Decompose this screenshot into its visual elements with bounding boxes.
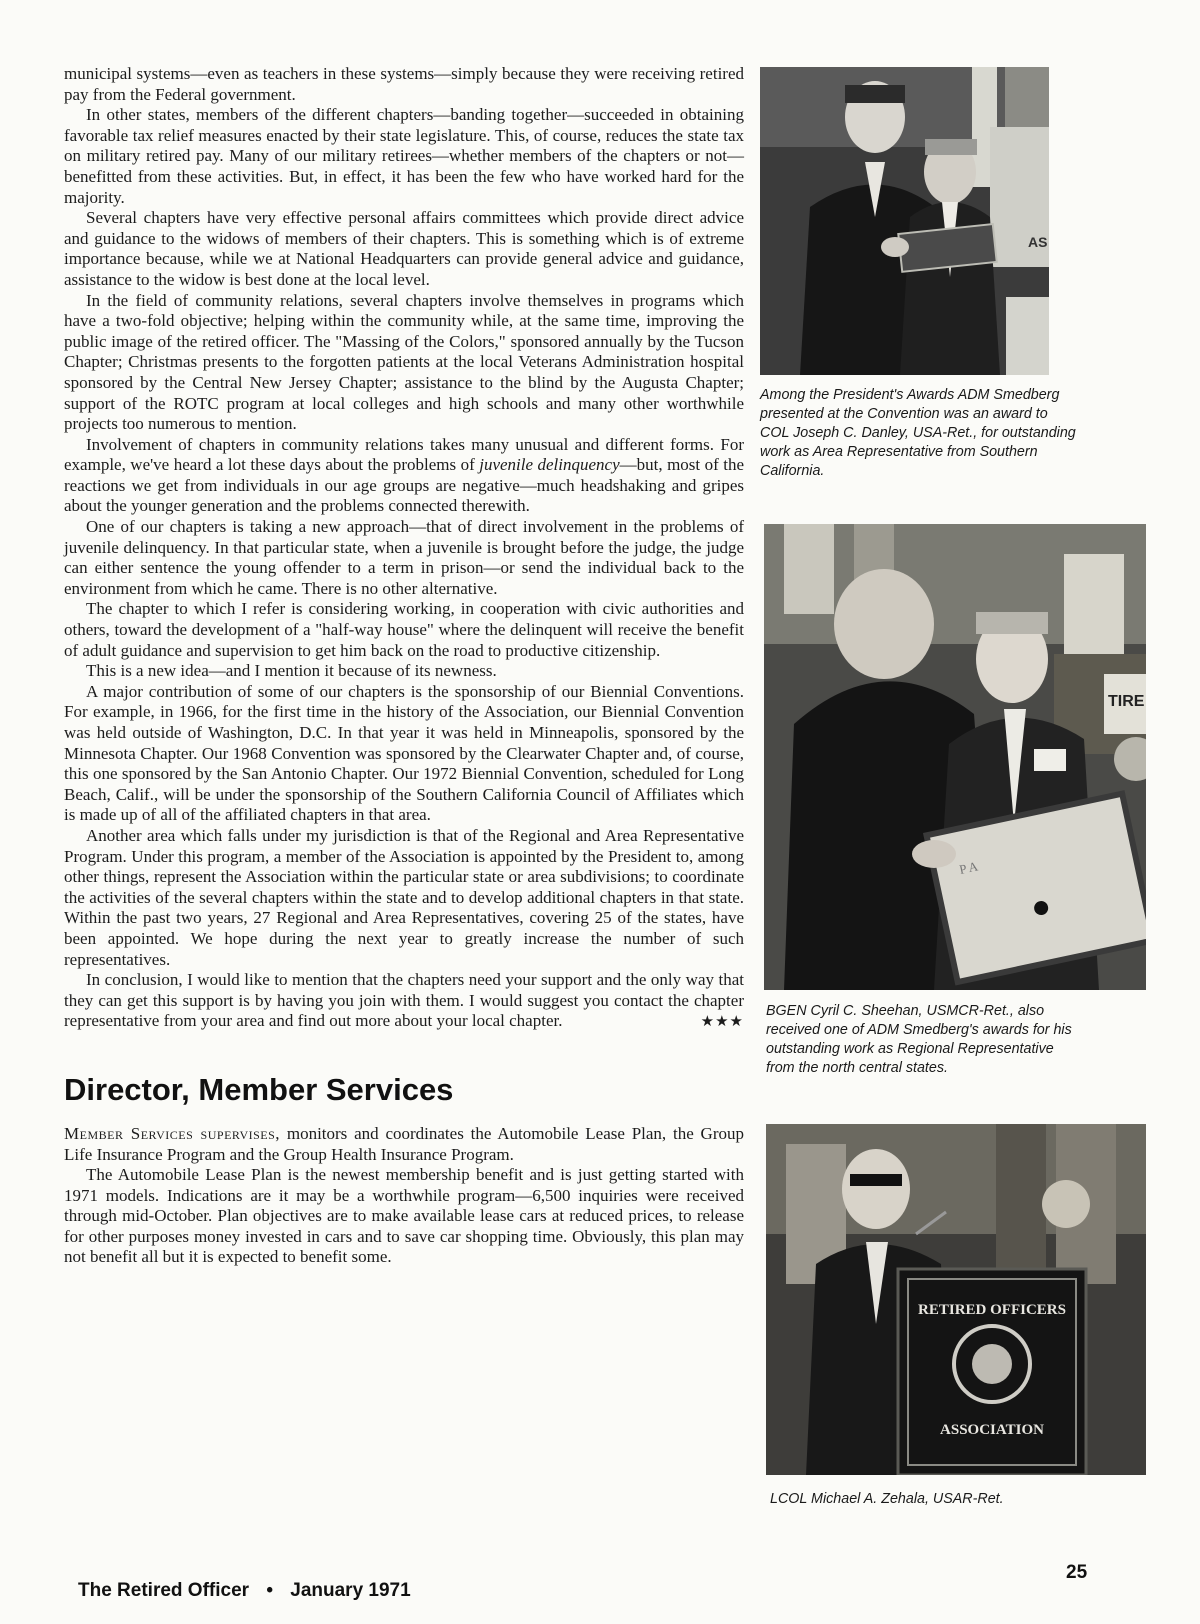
article-paragraph: municipal systems—even as teachers in these systems—simply because they were receiving retired pay from the Federal government.	[64, 64, 744, 104]
article-paragraph	[64, 970, 744, 1032]
emphasis-text: juvenile delinquency	[479, 455, 620, 475]
issue-date: January 1971	[290, 1580, 411, 1601]
photo2-sign-text: TIRE	[1108, 693, 1145, 710]
article-paragraph: The chapter to which I refer is considering working, in cooperation with civic authorities and others, toward the development of a "half-way house" where the delinquent will receive the benefit of adult guidance and supervision to get him back on the road to productive citizenship.	[64, 599, 744, 660]
publication-title: The Retired Officer	[78, 1580, 250, 1601]
article-text: Involvement of chapters in community relations takes many unusual and different forms. For example, we've heard a lot these days about the problems of	[64, 434, 744, 475]
photo-zehala-podium-image	[766, 1124, 1146, 1475]
page-number: 25	[1066, 1562, 1088, 1583]
article-paragraph: Another area which falls under my jurisdiction is that of the Regional and Area Representative Program. Under this program, a member of the Association is appointed by the President to, among other things, represent the Association within the particular state or area subdivisions; to coordinate the activities of the several chapters within the state and to develop additional chapters in that state. Within the past two years, 27 Regional and Area Representatives, covering 25 of the states, have been appointed. We hope during the next year to greatly increase the number of such representatives.	[64, 825, 744, 969]
section-heading: Director, Member Services	[64, 1071, 454, 1107]
page-footer	[78, 1580, 411, 1602]
member-services-body	[64, 1124, 744, 1268]
article-paragraph: A major contribution of some of our chapters is the sponsorship of our Biennial Conventions. For example, in 1966, for the first time in the history of the Association, our Biennial Convention was held outside of Washington, D.C. In that year it was held in Minneapolis, sponsored by the Minnesota Chapter. Our 1968 Convention was sponsored by the Clearwater Chapter and, of course, this one sponsored by the San Antonio Chapter. Our 1972 Biennial Convention, scheduled for Long Beach, Calif., will be under the sponsorship of the Southern California Council of Affiliates which is made up of all of the affiliated chapters in that area.	[64, 681, 744, 825]
article-text: monitors and coordinates the Automobile Lease Plan, the Group Life Insurance Program and the Group Health Insurance Program.	[64, 1123, 744, 1164]
article-paragraph: This is a new idea—and I mention it because of its newness.	[86, 661, 497, 681]
article-body	[64, 64, 744, 1032]
article-paragraph	[64, 1124, 744, 1165]
footer-separator: •	[266, 1580, 273, 1601]
main-column	[64, 64, 744, 1268]
podium-seal-text: RETIRED OFFICERS	[918, 1302, 1066, 1318]
photo1-sign-text: AS	[1028, 234, 1048, 250]
podium-association-text: ASSOCIATION	[940, 1422, 1044, 1438]
photo-zehala-podium	[766, 1124, 1146, 1475]
photo-award-sheehan-image	[764, 524, 1146, 990]
article-paragraph: In other states, members of the different chapters—banding together—succeeded in obtaining favorable tax relief measures enacted by their state legislature. This, of course, reduces the state tax on military retired pay. Many of our military retirees—whether members of the chapters or not—benefitted from these activities. But, in effect, it has been the few who have worked hard for the majority.	[64, 105, 744, 207]
photo-caption: BGEN Cyril C. Sheehan, USMCR-Ret., also received one of ADM Smedberg's awards for his outstanding work as Regional Representative from the north central states.	[766, 1003, 1072, 1076]
photo-caption: Among the President's Awards ADM Smedberg presented at the Convention was an award to COL Joseph C. Danley, USA-Ret., for outstanding work as Area Representative from Southern California.	[760, 387, 1076, 479]
article-text: —but, most of the reactions we get from individuals in our age groups are negative—much headshaking and gripes about the younger generation and the problems connected therewith.	[64, 455, 744, 516]
closing-text: In conclusion, I would like to mention that the chapters need your support and the only way that they can get this support is by having you join with them. I would suggest you contact the chapter representative from your area and find out more about your local chapter.	[64, 970, 744, 1031]
article-paragraph: Several chapters have very effective personal affairs committees which provide direct advice and guidance to the widows of members of their chapters. This is something which is of extreme importance because, while we at National Headquarters can provide general advice and guidance, assistance to the widow is best done at the local level.	[64, 208, 744, 289]
lead-in-smallcaps: Member Services supervises,	[64, 1123, 281, 1143]
article-paragraph: One of our chapters is taking a new approach—that of direct involvement in the problems of juvenile delinquency. In that particular state, when a juvenile is brought before the judge, the judge can either sentence the young offender to a term in prison—or send the individual back to the environment from which he came. There is no other alternative.	[64, 517, 744, 598]
certificate-text: P A	[957, 858, 980, 878]
photo-award-danley-image	[760, 67, 1049, 375]
article-paragraph: In the field of community relations, several chapters involve themselves in programs which have a two-fold objective; helping within the community while, at the same time, improving the public image of the retired officer. The "Massing of the Colors," sponsored annually by the Tucson Chapter; Christmas presents to the forgotten patients at the local Veterans Administration hospital sponsored by the Central New Jersey Chapter; assistance to the blind by the Augusta Chapter; support of the ROTC program at local colleges and high schools and many other worthwhile projects too numerous to mention.	[64, 290, 744, 434]
article-paragraph: The Automobile Lease Plan is the newest membership benefit and is just getting started with 1971 models. Indications are it may be a worthwhile program—6,500 inquiries were received through mid-October. Plan objectives are to make available lease cars at reduced prices, to release for other purposes money invested in cars and to save car shopping time. Obviously, this plan may not benefit all but it is expected to benefit some.	[64, 1165, 744, 1267]
photo-caption: LCOL Michael A. Zehala, USAR-Ret.	[770, 1491, 1004, 1507]
end-of-article-mark: ★★★	[700, 1012, 744, 1031]
photo-award-danley	[760, 67, 1049, 375]
article-paragraph	[64, 435, 744, 517]
photo-award-sheehan	[764, 524, 1146, 990]
